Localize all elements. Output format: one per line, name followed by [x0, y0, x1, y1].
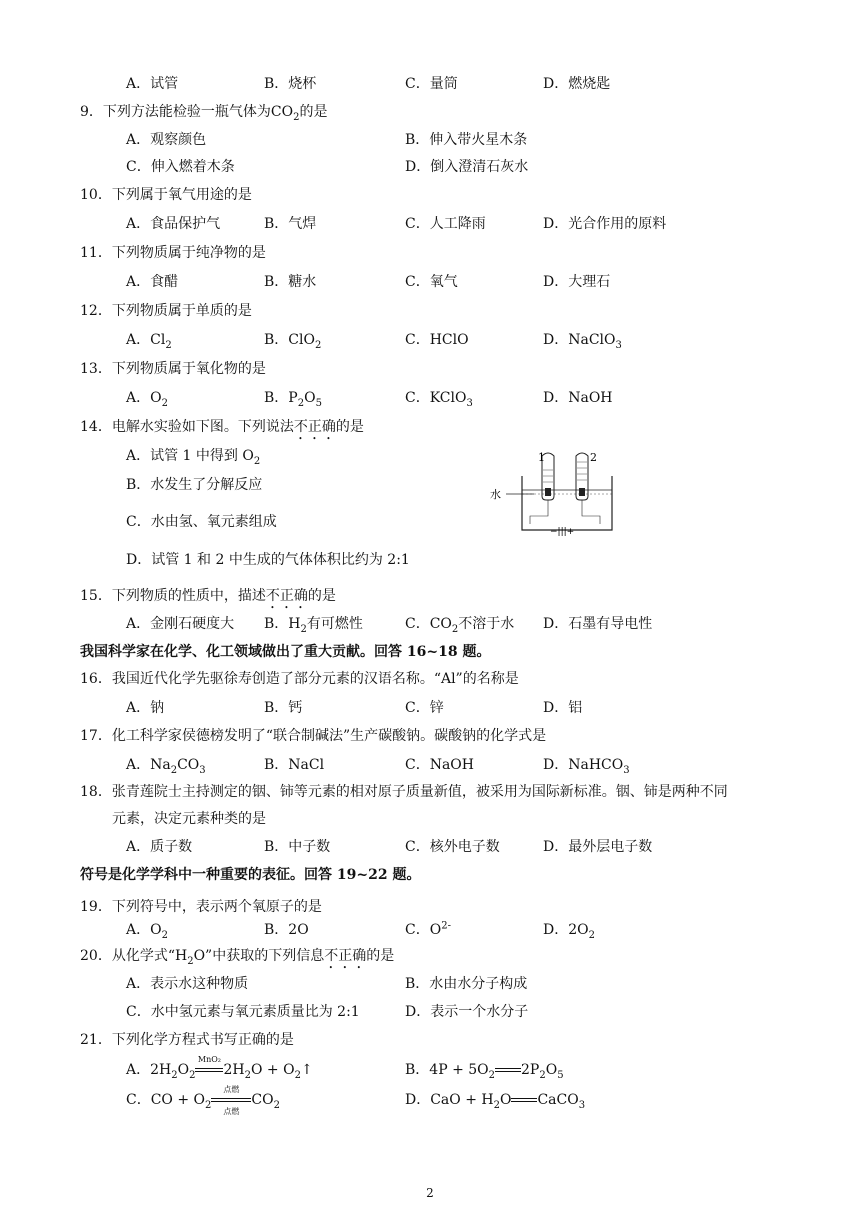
q15-option-c: C．$CO_2$不溶于水 [405, 616, 515, 635]
q21-option-d: D．CaO + $H_2O$ CaCO$_3$ [405, 1092, 586, 1111]
q19-option-a: A．$O_2$ [126, 922, 168, 941]
q17-option-c: C．NaOH [405, 757, 474, 773]
q9-option-c: C．伸入燃着木条 [126, 159, 235, 175]
q16-stem: 16．我国近代化学先驱徐寿创造了部分元素的汉语名称。“Al”的名称是 [80, 671, 519, 687]
q9-stem: 9．下列方法能检验一瓶气体为$CO_2$的是 [80, 104, 328, 123]
q18-option-a: A．质子数 [126, 839, 193, 855]
q10-stem: 10．下列属于氧气用途的是 [80, 187, 252, 203]
section-heading-16-18: 我国科学家在化学、化工领域做出了重大贡献。回答 16~18 题。 [80, 644, 491, 660]
q9-option-b: B．伸入带火星木条 [405, 132, 528, 148]
q21-stem: 21．下列化学方程式书写正确的是 [80, 1032, 294, 1048]
q9-option-d: D．倒入澄清石灰水 [405, 159, 529, 175]
q8-option-d: D．燃烧匙 [543, 76, 611, 92]
q15-option-d: D．石墨有导电性 [543, 616, 653, 632]
q11-option-a: A．食醋 [126, 274, 179, 290]
q19-option-c: C．$O^{2-}$ [405, 920, 451, 938]
q10-option-a: A．食品保护气 [126, 216, 221, 232]
q19-option-b: B．2O [264, 922, 309, 938]
q13-option-b: B．$P_2O_5$ [264, 390, 322, 409]
q8-option-c: C．量筒 [405, 76, 458, 92]
q14-option-d: D．试管 1 和 2 中生成的气体体积比约为 2:1 [126, 552, 410, 568]
q16-option-c: C．锌 [405, 700, 444, 716]
electrolysis-diagram [488, 446, 618, 538]
ignite-condition-top: 点燃 [223, 1085, 240, 1094]
q18-option-d: D．最外层电子数 [543, 839, 653, 855]
q13-stem: 13．下列物质属于氧化物的是 [80, 361, 266, 377]
q16-option-d: D．铝 [543, 700, 583, 716]
water-label: 水 [490, 488, 501, 501]
q16-option-a: A．钠 [126, 700, 165, 716]
q9-option-a: A．观察颜色 [126, 132, 207, 148]
q10-option-d: D．光合作用的原料 [543, 216, 667, 232]
q19-option-d: D．$2O_2$ [543, 922, 595, 941]
page-number: 2 [426, 1186, 434, 1200]
q12-option-a: A．$Cl_2$ [126, 332, 172, 351]
q12-option-b: B．ClO$_2$ [264, 332, 322, 351]
q21-option-c: C．CO + $O_2$ 点燃 点燃 $CO_2$ [126, 1091, 280, 1109]
q21-option-b: B．$4P + 5O_2$ $2P_2O_5$ [405, 1062, 564, 1081]
q17-stem: 17．化工科学家侯德榜发明了“联合制碱法”生产碳酸钠。碳酸钠的化学式是 [80, 728, 547, 744]
q15-stem: 15．下列物质的性质中，描述不正确的是 [80, 588, 336, 604]
q15-option-a: A．金刚石硬度大 [126, 616, 235, 632]
q12-option-c: C．HClO [405, 332, 469, 348]
q19-stem: 19．下列符号中，表示两个氧原子的是 [80, 899, 322, 915]
q11-stem: 11．下列物质属于纯净物的是 [80, 245, 266, 261]
q17-option-d: D．NaHCO$_3$ [543, 757, 630, 776]
q13-option-d: D．NaOH [543, 390, 613, 406]
q10-option-b: B．气焊 [264, 216, 317, 232]
q8-option-a: A．试管 [126, 76, 179, 92]
tube-2-label: 2 [590, 451, 597, 464]
q17-option-a: A．$Na_2CO_3$ [126, 757, 206, 776]
q14-option-c: C．水由氢、氧元素组成 [126, 514, 277, 530]
catalyst-condition: MnO₂ [197, 1055, 222, 1064]
q17-option-b: B．NaCl [264, 757, 325, 773]
q12-stem: 12．下列物质属于单质的是 [80, 303, 252, 319]
battery-symbol: −|||+ [550, 527, 575, 537]
q11-option-d: D．大理石 [543, 274, 611, 290]
ignite-condition-bottom: 点燃 [223, 1107, 240, 1116]
q14-option-b: B．水发生了分解反应 [126, 477, 263, 493]
q18-stem-line1: 18．张青莲院士主持测定的铟、铈等元素的相对原子质量新值，被采用为国际新标准。铟、铈是两种不同 [80, 784, 728, 800]
q18-option-b: B．中子数 [264, 839, 331, 855]
q12-option-d: D．NaClO$_3$ [543, 332, 622, 351]
section-heading-19-22: 符号是化学学科中一种重要的表征。回答 19~22 题。 [80, 867, 421, 883]
tube-1-label: 1 [538, 451, 545, 464]
q20-stem: 20．从化学式“$H_2O$”中获取的下列信息不正确的是 [80, 948, 395, 967]
q18-stem-line2: 元素，决定元素种类的是 [112, 811, 266, 827]
q15-option-b: B．$H_2$有可燃性 [264, 616, 363, 635]
q13-option-c: C．KClO$_3$ [405, 390, 473, 409]
q16-option-b: B．钙 [264, 700, 303, 716]
q18-option-c: C．核外电子数 [405, 839, 500, 855]
q21-option-a: A．$2H_2O_2$ MnO₂ $2H_2O$ + $O_2↑$ [126, 1061, 313, 1079]
q10-option-c: C．人工降雨 [405, 216, 486, 232]
q14-option-a: A．试管 1 中得到 $O_2$ [126, 448, 261, 467]
q14-stem: 14．电解水实验如下图。下列说法不正确的是 [80, 419, 364, 435]
q11-option-c: C．氧气 [405, 274, 458, 290]
q8-option-b: B．烧杯 [264, 76, 317, 92]
q20-option-d: D．表示一个水分子 [405, 1004, 529, 1020]
q20-option-a: A．表示水这种物质 [126, 976, 249, 992]
q20-option-c: C．水中氢元素与氧元素质量比为 2:1 [126, 1004, 360, 1020]
q20-option-b: B．水由水分子构成 [405, 976, 528, 992]
q11-option-b: B．糖水 [264, 274, 317, 290]
q13-option-a: A．$O_2$ [126, 390, 168, 409]
